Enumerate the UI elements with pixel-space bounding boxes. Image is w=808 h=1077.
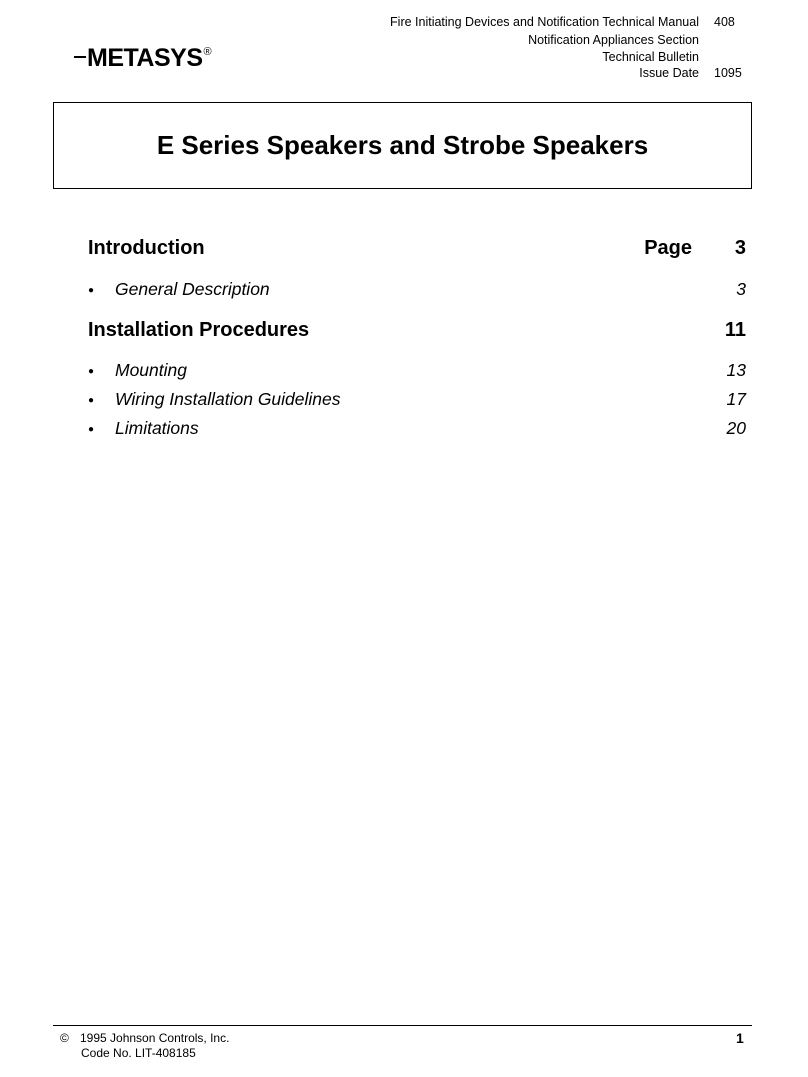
toc-item-label: Wiring Installation Guidelines [115, 389, 341, 409]
bullet-icon: ● [88, 424, 95, 435]
toc-item-label: General Description [115, 279, 270, 299]
title-box [53, 102, 752, 189]
footer-code: Code No. LIT-408185 [81, 1046, 196, 1060]
toc-item-page: 17 [726, 389, 746, 409]
page-number: 1 [736, 1030, 744, 1046]
toc-item [88, 279, 746, 301]
page-column-label: Page [644, 237, 692, 259]
toc-section-introduction [88, 237, 746, 263]
header-line-text: Technical Bulletin [602, 50, 699, 64]
logo-text: METASYS [87, 44, 203, 72]
header-line-value: 408 [714, 15, 735, 29]
header-line-text: Fire Initiating Devices and Notification Technical Manual [390, 15, 699, 29]
copyright-text: 1995 Johnson Controls, Inc. [80, 1031, 230, 1045]
bullet-icon: ● [88, 366, 95, 377]
toc-item-label: Limitations [115, 418, 199, 438]
bullet-icon: ● [88, 285, 95, 296]
header-line-text: Notification Appliances Section [528, 33, 699, 47]
toc-item-page: 3 [736, 279, 746, 299]
document-title: E Series Speakers and Strobe Speakers [156, 130, 649, 160]
toc-item [88, 360, 746, 382]
toc-item-page: 20 [726, 418, 746, 438]
section-title: Installation Procedures [88, 319, 310, 341]
registered-mark: ® [203, 46, 212, 58]
footer-divider [53, 1025, 752, 1026]
section-page: 11 [724, 319, 746, 341]
footer-copyright [60, 1031, 229, 1045]
toc-item-page: 13 [726, 360, 746, 380]
header-line-value: 1095 [714, 66, 742, 80]
metasys-logo [74, 44, 210, 73]
section-title: Introduction [88, 237, 205, 259]
toc-item [88, 389, 746, 411]
section-page: 3 [734, 237, 746, 259]
logo-dash [74, 56, 86, 58]
bullet-icon: ● [88, 395, 95, 406]
toc-item-label: Mounting [115, 360, 187, 380]
header-line-text: Issue Date [639, 66, 699, 80]
copyright-symbol: © [60, 1031, 69, 1045]
toc-section-installation [88, 319, 746, 345]
toc-item [88, 418, 746, 440]
